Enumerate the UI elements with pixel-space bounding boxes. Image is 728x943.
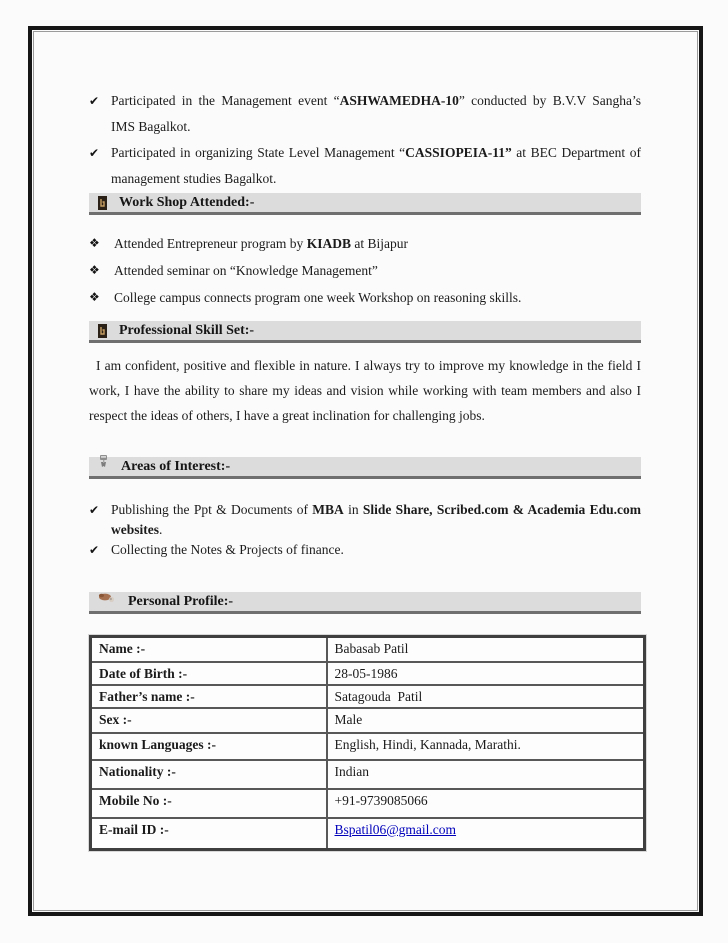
- hand-icon: [98, 591, 116, 605]
- achievements-list: [89, 88, 641, 192]
- workshop-list: [89, 230, 641, 311]
- profile-row: [91, 733, 645, 760]
- email-link[interactable]: Bspatil06@gmail.com: [334, 821, 457, 837]
- bullet-icon: ❖: [89, 236, 100, 250]
- list-item-text: Participated in the Management event “ASHWAMEDHA-10” conducted by B.V.V Sangha’s IMS Bagalkot.: [111, 93, 642, 134]
- list-item: [89, 284, 641, 311]
- profile-field-label: Date of Birth :-: [91, 662, 327, 685]
- bullet-icon: ❖: [89, 263, 100, 277]
- interests-list: [89, 500, 641, 560]
- profile-row: [91, 662, 645, 685]
- profile-row: [91, 760, 645, 789]
- list-item-text: College campus connects program one week Workshop on reasoning skills.: [114, 290, 522, 305]
- personal-profile-table: [89, 635, 646, 851]
- resume-content: [89, 88, 641, 851]
- section-heading: Professional Skill Set:-: [119, 322, 255, 338]
- bullet-icon: ✔: [89, 146, 100, 160]
- list-item: [89, 257, 641, 284]
- list-item: [89, 230, 641, 257]
- bullet-icon: ✔: [89, 543, 100, 557]
- profile-field-value: Satagouda Patil: [327, 685, 645, 708]
- profile-row: [91, 708, 645, 733]
- list-item-text: Collecting the Notes & Projects of finance.: [111, 542, 344, 557]
- ribbon-icon: [98, 454, 109, 472]
- profile-field-label: Mobile No :-: [91, 789, 327, 818]
- profile-field-label: Father’s name :-: [91, 685, 327, 708]
- profile-field-value: [327, 818, 645, 850]
- section-header-skills: [89, 321, 641, 343]
- list-item-text: Participated in organizing State Level Management “CASSIOPEIA-11” at BEC Department of management studies Bagalkot.: [111, 145, 642, 186]
- profile-field-value: Male: [327, 708, 645, 733]
- section-header-interests: [89, 457, 641, 479]
- bullet-icon: ✔: [89, 503, 100, 517]
- profile-field-label: known Languages :-: [91, 733, 327, 760]
- list-item: [89, 88, 641, 140]
- profile-field-value: Babasab Patil: [327, 637, 645, 662]
- profile-field-label: Nationality :-: [91, 760, 327, 789]
- book-icon: [98, 196, 107, 210]
- list-item: [89, 540, 641, 560]
- list-item: [89, 500, 641, 540]
- profile-field-label: E-mail ID :-: [91, 818, 327, 850]
- list-item-text: Attended seminar on “Knowledge Management”: [114, 263, 378, 278]
- profile-field-label: Sex :-: [91, 708, 327, 733]
- page: [33, 31, 698, 911]
- profile-field-value: Indian: [327, 760, 645, 789]
- profile-field-label: Name :-: [91, 637, 327, 662]
- section-heading: Areas of Interest:-: [121, 458, 231, 474]
- bullet-icon: ❖: [89, 290, 100, 304]
- profile-row: [91, 685, 645, 708]
- section-heading: Personal Profile:-: [128, 593, 234, 609]
- section-heading: Work Shop Attended:-: [119, 194, 255, 210]
- skill-paragraph: I am confident, positive and flexible in nature. I always try to improve my knowledge in the field I work, I have the ability to share my ideas and vision while working with team members and also I respect the ideas of others, I have a great inclination for challenging jobs.: [89, 358, 641, 423]
- profile-row: [91, 818, 645, 850]
- profile-row: [91, 789, 645, 818]
- profile-field-value: +91-9739085066: [327, 789, 645, 818]
- list-item-text: Attended Entrepreneur program by KIADB at Bijapur: [114, 236, 408, 251]
- list-item-text: Publishing the Ppt & Documents of MBA in Slide Share, Scribed.com & Academia Edu.com websites.: [111, 502, 641, 537]
- bullet-icon: ✔: [89, 94, 100, 108]
- profile-field-value: 28-05-1986: [327, 662, 645, 685]
- profile-field-value: English, Hindi, Kannada, Marathi.: [327, 733, 645, 760]
- section-header-profile: [89, 592, 641, 614]
- list-item: [89, 140, 641, 192]
- profile-row: [91, 637, 645, 662]
- book-icon: [98, 324, 107, 338]
- section-header-workshop: [89, 193, 641, 215]
- page-border: [28, 26, 703, 916]
